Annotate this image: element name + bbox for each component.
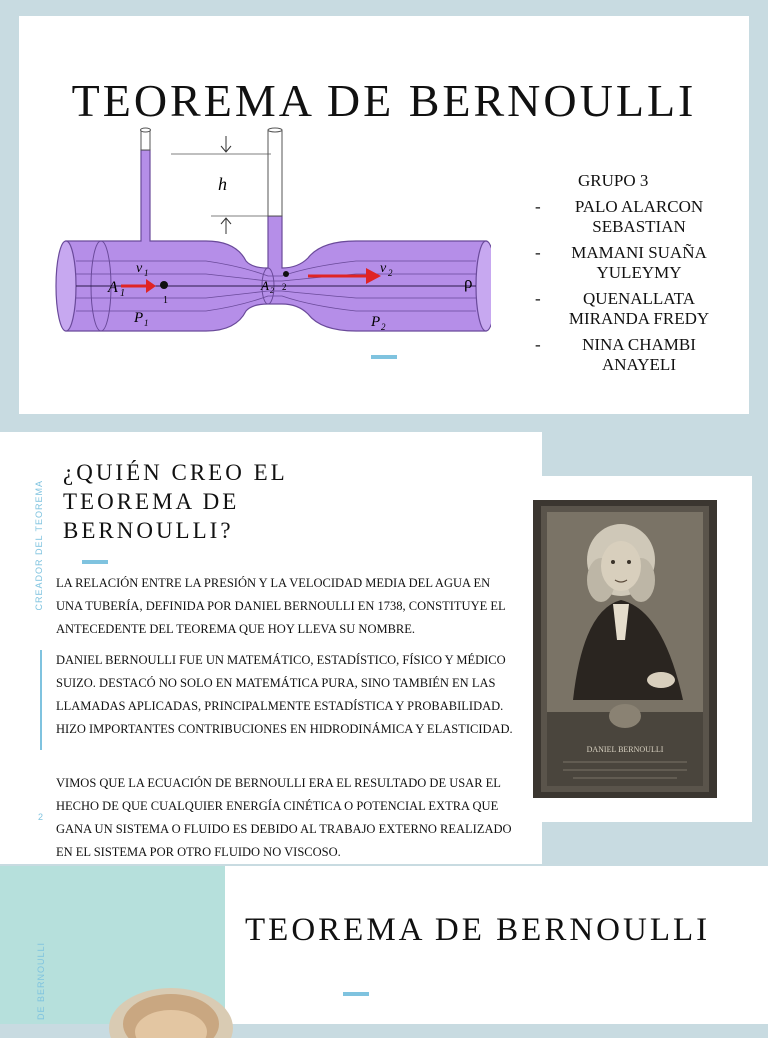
- svg-text:1: 1: [120, 288, 125, 299]
- creator-slide: [0, 432, 542, 864]
- accent-bar: [82, 560, 108, 564]
- closing-slide: [225, 866, 768, 1024]
- label-v2: v: [380, 261, 387, 276]
- pipe-left-end: [56, 241, 76, 331]
- list-dash: -: [535, 243, 541, 262]
- point-1: [160, 281, 168, 289]
- svg-text:2: 2: [270, 286, 274, 295]
- bernoulli-face-image: [96, 978, 246, 1038]
- svg-text:2: 2: [381, 322, 386, 332]
- label-P2: P: [371, 314, 381, 330]
- svg-text:1: 1: [144, 268, 149, 278]
- member-item: [519, 289, 719, 329]
- label-P1: P: [134, 310, 144, 326]
- label-A1: A: [108, 279, 118, 296]
- list-dash: -: [535, 289, 541, 308]
- label-rho: ρ: [464, 273, 473, 292]
- member-name: MAMANI SUAÑA YULEYMY: [571, 243, 707, 282]
- group-title: GRUPO 3: [578, 171, 649, 190]
- page-number: 2: [38, 812, 44, 822]
- group-members: [519, 171, 719, 381]
- label-point-2: 2: [282, 282, 287, 292]
- label-point-1: 1: [163, 295, 168, 306]
- portrait-caption: DANIEL BERNOULLI: [586, 745, 664, 754]
- accent-bar: [371, 355, 397, 359]
- svg-text:1: 1: [144, 318, 149, 328]
- svg-text:2: 2: [388, 268, 393, 278]
- title-slide: [19, 16, 749, 414]
- tube-left-top: [141, 130, 150, 150]
- h-label: h: [218, 174, 227, 194]
- bernoulli-pipe-diagram: [46, 126, 491, 341]
- label-v1: v: [136, 261, 143, 276]
- member-item: [519, 197, 719, 237]
- paragraph: LA RELACIÓN ENTRE LA PRESIÓN Y LA VELOCIDAD MEDIA DEL AGUA EN UNA TUBERÍA, DEFINIDA POR DANIEL BERNOULLI EN 1738, CONSTITUYE EL ANTECEDENTE DEL TEOREMA QUE HOY LLEVA SU NOMBRE.: [56, 576, 506, 636]
- side-label: DE BERNOULLI: [36, 942, 46, 1021]
- member-name: NINA CHAMBI ANAYELI: [582, 335, 696, 374]
- paragraph: DANIEL BERNOULLI FUE UN MATEMÁTICO, ESTADÍSTICO, FÍSICO Y MÉDICO SUIZO. DESTACÓ NO SOLO EN MATEMÁTICA PURA, SINO TAMBIÉN EN LAS LLAMADAS APLICADAS, PRINCIPALMENTE ESTADÍSTICA Y PROBABILIDAD. HIZO IMPORTANTES CONTRIBUCIONES EN HIDRODINÁMICA Y ELASTICIDAD.: [56, 653, 513, 736]
- tube-right-top: [268, 130, 282, 216]
- slide-title: TEOREMA DE BERNOULLI: [71, 75, 697, 126]
- member-name: QUENALLATA MIRANDA FREDY: [568, 289, 710, 328]
- accent-bar: [343, 992, 369, 996]
- slide-title: TEOREMA DE BERNOULLI: [245, 912, 711, 948]
- pipe-right-end: [476, 241, 491, 331]
- daniel-bernoulli-portrait: [533, 500, 717, 798]
- label-A2: A: [261, 278, 269, 293]
- slide-heading: ¿QUIÉN CREO EL TEOREMA DE BERNOULLI?: [63, 460, 287, 543]
- accent-line: [40, 650, 42, 750]
- paragraph: VIMOS QUE LA ECUACIÓN DE BERNOULLI ERA EL RESULTADO DE USAR EL HECHO DE QUE CUALQUIER ENERGÍA CINÉTICA O POTENCIAL EXTRA QUE GANA UN SISTEMA O FLUIDO ES DEBIDO AL TRABAJO EXTERNO REALIZADO EN EL SISTEMA POR OTRO FLUIDO NO VISCOSO.: [56, 776, 512, 859]
- point-2: [283, 271, 289, 277]
- list-dash: -: [535, 197, 541, 216]
- side-label: CREADOR DEL TEOREMA: [34, 480, 44, 611]
- member-item: [519, 243, 719, 283]
- member-item: [519, 335, 719, 375]
- member-name: PALO ALARCON SEBASTIAN: [574, 197, 704, 236]
- list-dash: -: [535, 335, 541, 354]
